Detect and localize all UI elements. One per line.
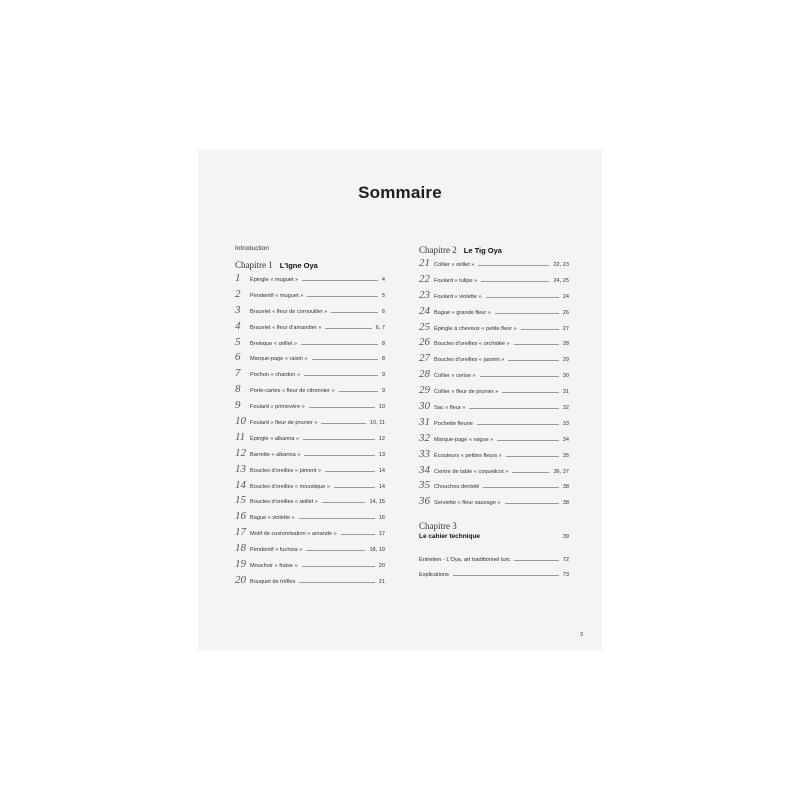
entry-number: 24: [419, 304, 430, 317]
entry-label: Explications: [419, 572, 449, 579]
entry-page: 28: [562, 341, 569, 348]
entry-number: 35: [419, 479, 430, 492]
entry-page: 73: [562, 572, 569, 579]
toc-entry: [235, 494, 385, 510]
leader-line: [477, 424, 559, 425]
entry-number: 33: [419, 447, 430, 460]
leader-line: [478, 265, 549, 266]
entry-page: 9: [381, 372, 385, 379]
leader-line: [481, 281, 549, 282]
entry-page: 21: [378, 578, 385, 585]
leader-line: [508, 360, 558, 361]
leader-line: [486, 297, 559, 298]
chapter-3-list: [419, 557, 569, 587]
leader-line: [334, 487, 375, 488]
leader-line: [302, 566, 375, 567]
entry-label: Bracelet « fleur de cornouiller »: [250, 308, 328, 315]
entry-label: Pendentif « fuchsia »: [250, 547, 303, 554]
leader-line: [299, 518, 375, 519]
entry-label: Épingle « muguet »: [250, 277, 299, 283]
entry-page: 18, 19: [369, 547, 385, 554]
entry-label: Bague « grande fleur »: [434, 309, 491, 316]
toc-entry: [419, 352, 569, 368]
toc-entry: [419, 336, 569, 352]
entry-number: 10: [235, 415, 246, 428]
entry-number: 20: [235, 573, 246, 586]
toc-entry: [419, 572, 569, 587]
entry-number: 5: [235, 335, 241, 348]
entry-number: 9: [235, 399, 241, 412]
entry-page: 10, 11: [369, 420, 385, 427]
toc-entry: [235, 272, 385, 288]
toc-entry: [419, 273, 569, 289]
entry-label: Bouquet de trèfles: [250, 578, 296, 585]
leader-line: [505, 503, 559, 504]
chapter-1-list: [235, 272, 385, 590]
toc-entry: [235, 336, 385, 352]
leader-line: [304, 375, 378, 376]
entry-label: Collier « fleur de prunier »: [434, 389, 499, 396]
entry-label: Bracelet « fleur d'amandier »: [250, 324, 322, 331]
entry-label: Motif de customisation « amande »: [250, 531, 337, 538]
toc-entry: [235, 399, 385, 415]
entry-page: 27: [562, 325, 569, 332]
toc-right-column: [419, 240, 569, 587]
leader-line: [306, 550, 365, 551]
leader-line: [321, 423, 365, 424]
entry-number: 14: [235, 478, 246, 491]
toc-entry: [419, 321, 569, 337]
entry-page: 16: [378, 515, 385, 522]
toc-page: [198, 150, 602, 650]
leader-line: [469, 408, 558, 409]
toc-entry: [419, 448, 569, 464]
toc-entry: [235, 526, 385, 542]
entry-label: Porte-cartes « fleur de citronnier »: [250, 388, 335, 395]
entry-page: 13: [378, 451, 385, 458]
entry-number: 21: [419, 257, 430, 269]
entry-page: 35: [562, 452, 569, 459]
toc-entry: [235, 479, 385, 495]
entry-label: Marque-page « raisin »: [250, 356, 308, 363]
entry-number: 15: [235, 494, 246, 507]
chapter-1-number: Chapitre 1: [235, 260, 273, 270]
toc-entry: [419, 432, 569, 448]
entry-label: Foulard « primevère »: [250, 404, 305, 411]
entry-label: Boucles d'oreilles « jasmin »: [434, 357, 505, 364]
entry-number: 32: [419, 431, 430, 444]
leader-line: [299, 582, 374, 583]
entry-number: 26: [419, 336, 430, 349]
leader-line: [506, 456, 559, 457]
entry-number: 23: [419, 288, 430, 301]
entry-page: 32: [562, 405, 569, 412]
entry-page: 6, 7: [375, 324, 385, 331]
entry-page: 20: [378, 563, 385, 570]
entry-label: Serviette « fleur sauvage »: [434, 500, 501, 507]
entry-number: 4: [235, 319, 241, 332]
entry-number: 30: [419, 400, 430, 413]
entry-label: Pendentif « muguet »: [250, 292, 304, 299]
leader-line: [502, 392, 558, 393]
leader-line: [322, 502, 366, 503]
entry-label: Pochon « chardon »: [250, 372, 301, 379]
entry-number: 11: [235, 430, 246, 443]
introduction-entry: Introduction: [235, 245, 269, 252]
chapter-2-list: [419, 257, 569, 511]
leader-line: [307, 296, 378, 297]
toc-entry: [419, 368, 569, 384]
leader-line: [453, 575, 559, 576]
entry-page: 12: [378, 435, 385, 442]
entry-page: 9: [381, 388, 385, 395]
entry-page: 38: [562, 484, 569, 491]
entry-label: Chouchou dentelé: [434, 484, 480, 491]
entry-label: Boucles d'oreilles « orchidée »: [434, 341, 510, 348]
entry-page: 30: [562, 373, 569, 380]
entry-page: 38: [562, 500, 569, 507]
entry-page: 24: [562, 293, 569, 300]
entry-number: 28: [419, 368, 430, 381]
entry-label: Collier « œillet »: [434, 262, 475, 268]
entry-page: 14, 15: [369, 499, 385, 506]
chapter-1-heading: [235, 255, 385, 272]
entry-page: 14: [378, 483, 385, 490]
entry-label: Pochette fleurie: [434, 420, 473, 427]
entry-page: 33: [562, 420, 569, 427]
leader-line: [480, 376, 559, 377]
entry-label: Mouchoir « fraise »: [250, 563, 298, 570]
entry-number: 34: [419, 463, 430, 476]
toc-entry: [235, 415, 385, 431]
chapter-2-number: Chapitre 2: [419, 245, 457, 255]
entry-number: 2: [235, 287, 241, 300]
entry-label: Boucles d'oreilles « moustique »: [250, 483, 331, 490]
entry-number: 1: [235, 272, 241, 284]
entry-number: 29: [419, 384, 430, 397]
toc-entry: [235, 383, 385, 399]
toc-entry: [419, 289, 569, 305]
leader-line: [521, 329, 559, 330]
toc-entry: [235, 304, 385, 320]
entry-number: 36: [419, 495, 430, 508]
toc-entry: [419, 557, 569, 572]
entry-label: Centre de table « coquelicot »: [434, 468, 509, 475]
toc-entry: [235, 288, 385, 304]
leader-line: [302, 280, 378, 281]
entry-number: 6: [235, 351, 241, 364]
entry-page: 31: [562, 389, 569, 396]
leader-line: [312, 359, 378, 360]
entry-page: 4: [381, 277, 385, 283]
entry-number: 12: [235, 446, 246, 459]
toc-entry: [419, 495, 569, 511]
chapter-2-heading: [419, 240, 569, 257]
leader-line: [512, 472, 549, 473]
leader-line: [514, 560, 559, 561]
toc-entry: [235, 510, 385, 526]
toc-entry: [235, 542, 385, 558]
toc-entry: [235, 431, 385, 447]
entry-page: 5: [381, 292, 385, 299]
entry-number: 16: [235, 510, 246, 523]
leader-line: [303, 439, 375, 440]
entry-label: Sac « fleur »: [434, 405, 466, 412]
entry-number: 7: [235, 367, 241, 380]
entry-label: Foulard « violette »: [434, 293, 482, 300]
entry-number: 22: [419, 272, 430, 285]
entry-label: Foulard « fleur de prunier »: [250, 420, 318, 427]
entry-label: Marque-page « vague »: [434, 436, 494, 443]
toc-entry: [235, 367, 385, 383]
entry-page: 17: [378, 531, 385, 538]
leader-line: [495, 313, 559, 314]
entry-label: Bague « violette »: [250, 515, 295, 522]
chapter-2-name: Le Tig Oya: [463, 246, 502, 255]
entry-label: Boucles d'oreilles « œillet »: [250, 499, 318, 506]
entry-number: 19: [235, 558, 246, 571]
entry-label: Écouteurs « petites fleurs »: [434, 452, 502, 459]
toc-entry: [235, 574, 385, 590]
toc-entry: [419, 257, 569, 273]
page-number: 3: [580, 632, 584, 638]
leader-line: [341, 534, 375, 535]
entry-label: Épingle « alkanna »: [250, 435, 300, 442]
toc-entry: [419, 400, 569, 416]
entry-page: 8: [381, 356, 385, 363]
chapter-3-heading: [419, 533, 569, 548]
entry-page: 29: [562, 357, 569, 364]
leader-line: [497, 440, 558, 441]
leader-line: [514, 344, 559, 345]
entry-page: 10: [378, 404, 385, 411]
entry-number: 8: [235, 383, 241, 396]
leader-line: [331, 312, 377, 313]
entry-label: Collier « cerise »: [434, 373, 476, 380]
leader-line: [309, 407, 375, 408]
leader-line: [325, 328, 371, 329]
toc-left-column: [235, 242, 385, 590]
chapter-3-page: 39: [562, 534, 569, 541]
entry-page: 14: [378, 467, 385, 474]
page-title: Sommaire: [358, 183, 442, 202]
entry-page: 22, 23: [553, 262, 569, 268]
leader-line: [301, 344, 378, 345]
toc-entry: [235, 463, 385, 479]
entry-label: Boucles d'oreilles « piment »: [250, 467, 322, 474]
leader-line: [325, 471, 375, 472]
toc-entry: [419, 464, 569, 480]
toc-entry: [419, 305, 569, 321]
entry-number: 31: [419, 415, 430, 428]
entry-page: 24, 25: [553, 277, 569, 284]
entry-page: 6: [381, 308, 385, 315]
toc-entry: [235, 351, 385, 367]
entry-number: 3: [235, 303, 241, 316]
entry-label: Épingle à cheveux « petite fleur »: [434, 325, 517, 332]
entry-number: 27: [419, 352, 430, 365]
entry-page: 8: [381, 340, 385, 347]
entry-number: 17: [235, 526, 246, 539]
toc-entry: [235, 320, 385, 336]
toc-entry: [419, 416, 569, 432]
toc-entry: [419, 479, 569, 495]
entry-page: 34: [562, 436, 569, 443]
entry-label: Entretien - L'Oya, art traditionnel turc: [419, 557, 511, 564]
leader-line: [339, 391, 378, 392]
toc-entry: [235, 558, 385, 574]
entry-label: Barrette « alkanna »: [250, 451, 301, 458]
entry-label: Breloque « œillet »: [250, 340, 297, 347]
toc-entry: [419, 384, 569, 400]
chapter-1-name: L'Igne Oya: [279, 261, 318, 270]
entry-page: 36, 37: [553, 468, 569, 475]
entry-label: Foulard « tulipe »: [434, 277, 478, 284]
chapter-3-name: Le cahier technique: [419, 533, 481, 541]
entry-number: 13: [235, 462, 246, 475]
leader-line: [483, 487, 558, 488]
leader-line: [304, 455, 374, 456]
entry-number: 25: [419, 320, 430, 333]
chapter-3-number: Chapitre 3: [419, 521, 457, 532]
entry-number: 18: [235, 542, 246, 555]
entry-page: 26: [562, 309, 569, 316]
entry-page: 72: [562, 557, 569, 564]
toc-entry: [235, 447, 385, 463]
